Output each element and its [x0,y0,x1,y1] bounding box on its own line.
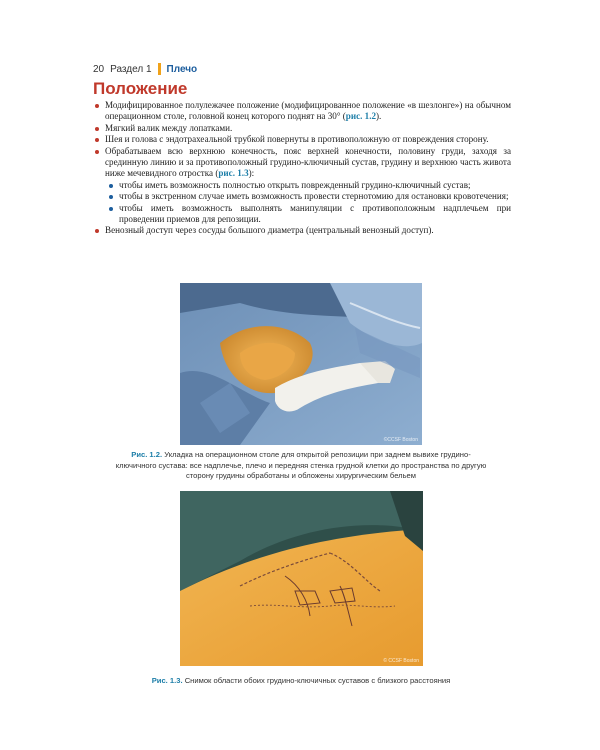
figure-link[interactable]: рис. 1.2 [345,111,377,122]
list-item: Мягкий валик между лопатками. [93,123,511,134]
section-label: Раздел 1 [110,63,152,75]
sub-list-item: чтобы иметь возможность выполнять манипуляции с противоположным надплечьем при проведении приемов для репозиции. [105,203,511,226]
figure-photo-closeup [180,491,423,666]
section-title: Положение [93,79,188,98]
sub-list-item: чтобы в экстренном случае иметь возможность провести стернотомию для остановки кровотечения; [105,191,511,202]
list-item: Модифицированное полулежачее положение (модифицированное положение «в шезлонге») на обычном операционном столе, головной конец которого поднят на 30° (рис. 1.2). [93,100,511,123]
list-item: Шея и голова с эндотрахеальной трубкой повернуты в противоположную от повреждения сторону. [93,134,511,145]
figure-caption [112,450,490,482]
list-item: Венозный доступ через сосуды большого диаметра (центральный венозный доступ). [93,225,511,236]
running-header [93,62,197,76]
chapter-label: Плечо [166,63,198,75]
figure-label: Рис. 1.2. [131,450,163,459]
caption-text: Снимок области обоих грудино-ключичных суставов с близкого расстояния [184,676,451,685]
header-divider [158,63,161,75]
list-item: Обрабатываем всю верхнюю конечность, пояс верхней конечности, половину груди, заходя за срединную линию и за противоположный грудино-ключичный сустав, грудину и верхнюю часть живота ниже мечевидного отростка (рис. 1.3): чтобы иметь возможность полностью открыть поврежденный грудино-ключичный сустав; чтобы в экстренном случае иметь возможность провести стернотомию для остановки кровотечения; чтобы иметь возможность выполнять манипуляции с противоположным надплечьем при проведении приемов для репозиции. [93,146,511,226]
page-number: 20 [93,63,105,75]
figure-caption [112,676,490,687]
body-text [93,100,511,237]
sub-bullet-list [105,180,511,226]
photo-credit: ©CCSF Boston [383,437,418,443]
bullet-list [93,100,511,237]
caption-text: Укладка на операционном столе для открытой репозиции при заднем вывихе грудино-ключичного сустава: все надплечье, плечо и передняя стенка грудной клетки до пространства по другую сторону грудины обработаны и обложены хирургическим бельем [115,450,487,480]
figure-photo-positioning [180,283,422,445]
sub-list-item: чтобы иметь возможность полностью открыть поврежденный грудино-ключичный сустав; [105,180,511,191]
figure-link[interactable]: рис. 1.3 [218,168,249,179]
figure-label: Рис. 1.3. [151,676,183,685]
photo-credit: © CCSF Boston [383,658,419,664]
